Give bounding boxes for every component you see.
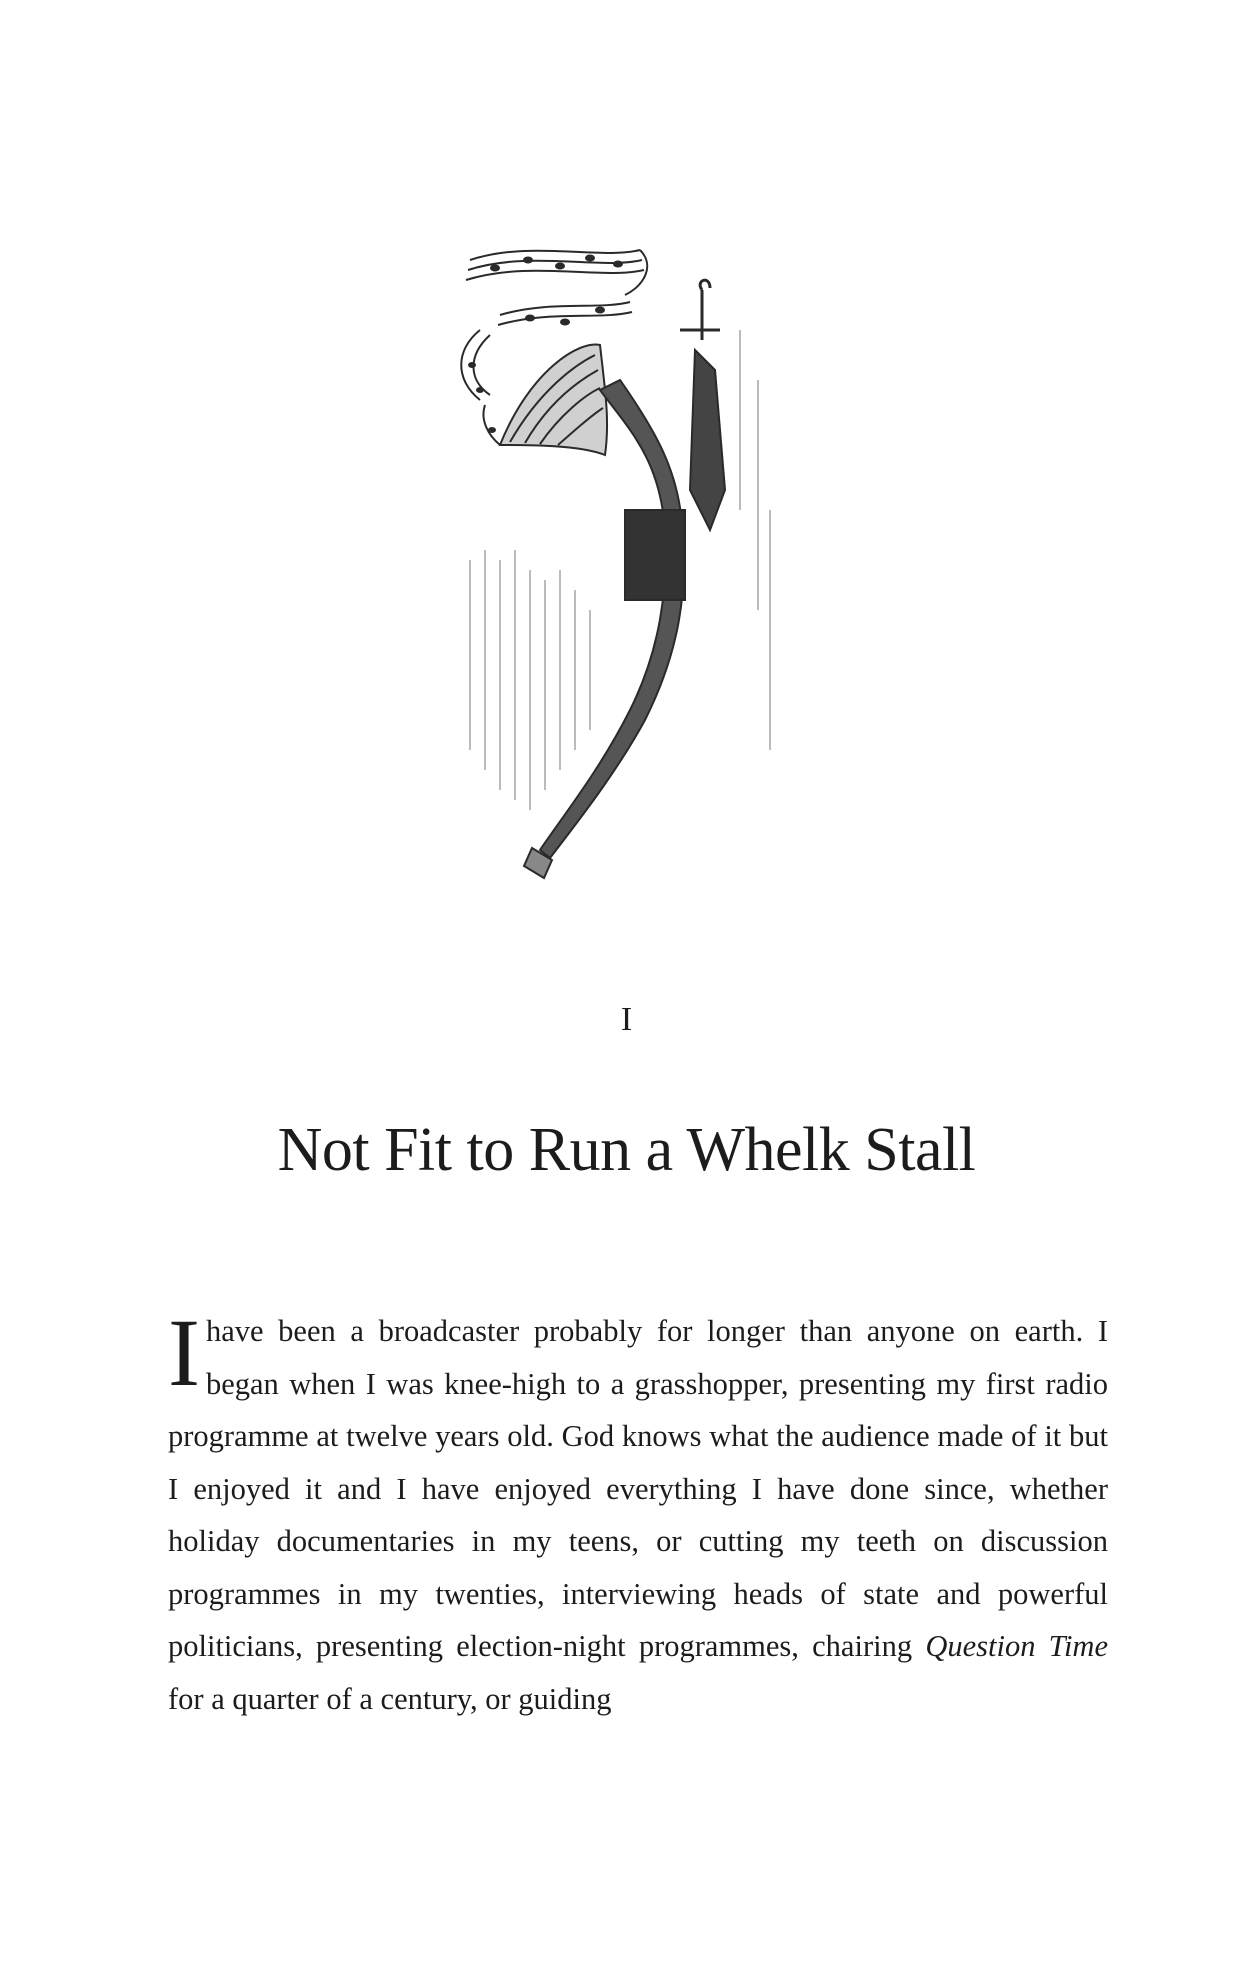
drop-cap: I — [168, 1299, 200, 1406]
paragraph-text-start: have been a broadcaster probably for longer than anyone on earth. I began when I was knee-high to a grasshopper, presenting my first radio programme at twelve years old. God knows what the audience made of it but I enjoyed it and I have enjoyed everything I have done since, whether holiday documentaries in my teens, or cutting my teeth on discussion programmes in my twenties, interviewing heads of state and powerful politicians, presenting election-night programmes, chairing — [168, 1314, 1108, 1663]
programme-title-italic: Question Time — [925, 1629, 1108, 1663]
post-horn-with-music-icon — [440, 230, 820, 910]
chapter-number: I — [620, 1001, 633, 1038]
body-paragraph — [168, 1299, 1108, 1725]
horn-bell — [500, 344, 607, 455]
paragraph-text-end: for a quarter of a century, or guiding — [168, 1681, 612, 1716]
chapter-title: Not Fit to Run a Whelk Stall — [277, 1116, 976, 1184]
wall-peg — [680, 280, 720, 340]
